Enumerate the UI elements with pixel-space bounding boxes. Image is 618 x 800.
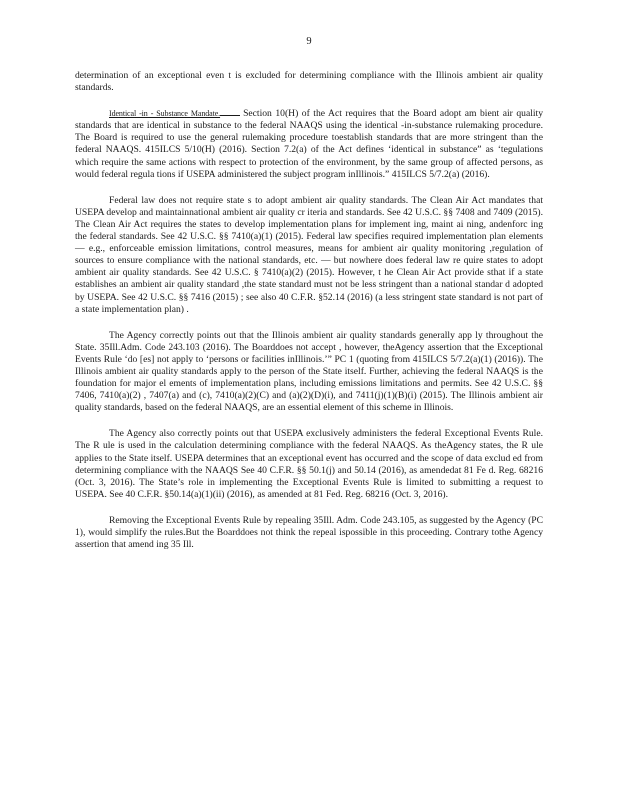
document-body bbox=[75, 70, 543, 565]
paragraph-federal-law: Federal law does not require state s to adopt ambient air quality standards. The Clean Air Act mandates that USEPA develop and maintainnational ambient air quality cr iteria and standards. See 42 U.S.C. §§ 7408 and 7409 (2015). The Clean Air Act requires the states to develop implementation plans for implement ing, maint ai ning, andenforc ing the federal standards. See 42 U.S.C. §§ 7410(a)(1) (2015). Federal law specifies required implementation plan elements — e.g., enforceable emission limitations, control measures, means for ambient air quality monitoring ,regulation of sources to ensure compliance with the national standards, etc. — but nowhere does federal law re quire states to adopt ambient air quality standards. See 42 U.S.C. § 7410(a)(2) (2015). However, t he Clean Air Act provide sthat if a state establishes an ambient air quality standard ,the state standard must not be less stringent than a national standar d adopted by USEPA. See 42 U.S.C. §§ 7416 (2015) ; see also 40 C.F.R. §52.14 (2016) (a less stringent state standard is not part of a state implementation plan) . bbox=[75, 194, 543, 315]
paragraph-identical-in-substance bbox=[75, 108, 543, 181]
section-heading: Identical -in - Substance Mandate. bbox=[109, 109, 221, 119]
heading-underline-rule bbox=[220, 115, 240, 116]
page-number: 9 bbox=[306, 36, 312, 47]
paragraph-text: Section 10(H) of the Act requires that the Board adopt am bient air quality standards that are identical in substance to the federal NAAQS using the identical -in-substance rulemaking procedure. The Board is required to use the general rulemaking procedure toestablish standards that are more stringent than the federal NAAQS. 415ILCS 5/10(H) (2016). Section 7.2(a) of the Act defines ‘identical in substance” as ‘tegulations which require the same actions with respect to protection of the environment, by the same group of affected persons, as would federal regula tions if USEPA administered the subject program inIllinois.” 415ILCS 5/7.2(a) (2016). bbox=[75, 108, 543, 180]
paragraph-agency-points-out: The Agency correctly points out that the Illinois ambient air quality standards generally app ly throughout the State. 35Ill.Adm. Code 243.103 (2016). The Boarddoes not accept , however, theAgency assertion that the Exceptional Events Rule ‘do [es] not apply to ‘persons or facilities inIllinois.’” PC 1 (quoting from 415ILCS 5/7.2(a)(1) (2016)). The Illinois ambient air quality standards apply to the person of the State itself. Further, achieving the federal NAAQS is the foundation for major el ements of implementation plans, including emissions limitations and permits. See 42 U.S.C. §§ 7406, 7410(a)(2) , 7407(a) and (c), 7410(a)(2)(C) and (a)(2)(D)(i), and 7411(j)(1)(B)(i) (2015). The Illinois ambient air quality standards, based on the federal NAAQS, are an essential element of this scheme in Illinois. bbox=[75, 329, 543, 414]
paragraph-removing-rule: Removing the Exceptional Events Rule by repealing 35Ill. Adm. Code 243.105, as suggested by the Agency (PC 1), would simplify the rules.But the Boarddoes not think the repeal ispossible in this proceeding. Contrary tothe Agency assertion that amend ing 35 Ill. bbox=[75, 514, 543, 551]
paragraph-agency-also: The Agency also correctly points out that USEPA exclusively administers the federal Exceptional Events Rule. The R ule is used in the calculation determining compliance with the federal NAAQS. As theAgency states, the R ule applies to the State itself. USEPA determines that an exceptional event has occurred and the scope of data exclud ed from determining compliance with the NAAQS See 40 C.F.R. §§ 50.1(j) and 50.14 (2016), as amendedat 81 Fe d. Reg. 68216 (Oct. 3, 2016). The State’s role in implementing the Exceptional Events Rule is limited to submitting a request to USEPA. See 40 C.F.R. §50.14(a)(1)(ii) (2016), as amended at 81 Fed. Reg. 68216 (Oct. 3, 2016). bbox=[75, 428, 543, 500]
paragraph-continuation: determination of an exceptional even t is excluded for determining compliance with the Illinois ambient air quality standards. bbox=[75, 70, 543, 94]
